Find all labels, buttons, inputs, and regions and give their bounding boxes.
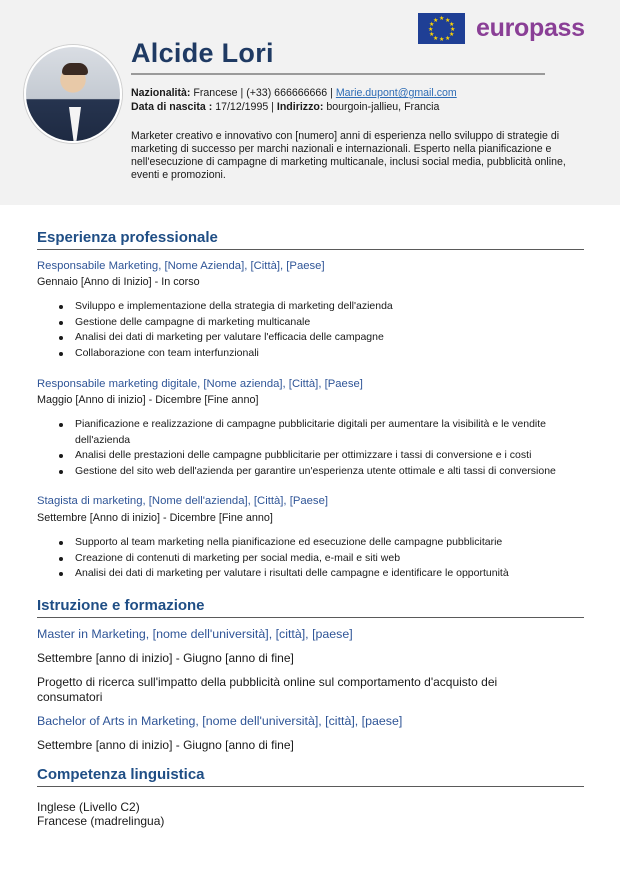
photo-hair [62,63,88,75]
list-item: Analisi delle prestazioni delle campagne pubblicitarie per ottimizzare i tassi di conversione e i costi [75,448,575,464]
education-heading: Istruzione e formazione [37,597,205,614]
photo-shirt [69,107,81,143]
education-dates: Settembre [anno di inizio] - Giugno [anno di fine] [37,651,294,665]
job-dates: Settembre [Anno di inizio] - Dicembre [Fine anno] [37,512,273,524]
education-dates: Settembre [anno di inizio] - Giugno [anno di fine] [37,738,294,752]
nationality-value: Francese | (+33) 666666666 | [193,87,333,99]
job-dates: Gennaio [Anno di Inizio] - In corso [37,276,200,288]
birth-label: Data di nascita : [131,101,213,113]
europass-wordmark: europass [476,13,585,42]
list-item: Creazione di contenuti di marketing per social media, e-mail e siti web [75,551,575,567]
languages-heading: Competenza linguistica [37,766,205,783]
list-item: Pianificazione e realizzazione di campagne pubblicitarie digitali per aumentare la visibilità e le vendite dell'azienda [75,417,575,448]
education-title: Bachelor of Arts in Marketing, [nome dell'università], [città], [paese] [37,714,403,728]
list-item: Sviluppo e implementazione della strategia di marketing dell'azienda [75,299,575,315]
europass-logo [418,12,585,44]
job-dates: Maggio [Anno di inizio] - Dicembre [Fine anno] [37,394,259,406]
list-item: Gestione del sito web dell'azienda per garantire un'esperienza utente ottimale e alti tassi di conversione [75,464,575,480]
contact-line [131,87,457,99]
list-item: Supporto al team marketing nella pianificazione ed esecuzione delle campagne pubblicitarie [75,535,575,551]
list-item: Analisi dei dati di marketing per valutare l'efficacia delle campagne [75,330,575,346]
experience-divider [37,249,584,250]
profile-photo [24,45,122,143]
job-title: Responsabile marketing digitale, [Nome azienda], [Città], [Paese] [37,378,363,390]
birth-value: 17/12/1995 | [215,101,274,113]
education-description: Progetto di ricerca sull'impatto della pubblicità online sul comportamento d'acquisto dei consumatori [37,675,498,704]
list-item: Collaborazione con team interfunzionali [75,346,575,362]
address-label: Indirizzo: [276,101,324,113]
languages-divider [37,786,584,787]
birth-address-line [131,101,439,113]
list-item: Analisi dei dati di marketing per valutare i risultati delle campagne e identificare le opportunità [75,566,575,582]
email-link[interactable]: Marie.dupont@gmail.com [335,87,457,99]
job-title: Stagista di marketing, [Nome dell'azienda], [Città], [Paese] [37,495,328,507]
language-item: Inglese (Livello C2) [37,800,140,814]
experience-heading: Esperienza professionale [37,229,218,246]
job-title: Responsabile Marketing, [Nome Azienda], [Città], [Paese] [37,260,325,272]
education-title: Master in Marketing, [nome dell'università], [città], [paese] [37,627,353,641]
profile-summary: Marketer creativo e innovativo con [numero] anni di esperienza nello sviluppo di strategie di marketing di successo per marchi nazionali e internazionali. Esperto nella pianificazione e nell'esecuzione di campagne di marketing multicanale, inclusi social media, pubblicità online, eventi e promozioni. [131,130,566,181]
address-value: bourgoin-jallieu, Francia [326,101,440,113]
education-divider [37,617,584,618]
name-divider [131,73,545,75]
job-bullets [75,299,575,361]
job-bullets [75,417,575,479]
language-item: Francese (madrelingua) [37,814,165,828]
job-bullets [75,535,575,582]
candidate-name: Alcide Lori [131,38,274,68]
nationality-label: Nazionalità: [131,87,191,99]
eu-flag-icon: ★ ★ ★ ★ ★ ★ ★ ★ ★ ★ ★ ★ [418,13,465,44]
list-item: Gestione delle campagne di marketing multicanale [75,315,575,331]
